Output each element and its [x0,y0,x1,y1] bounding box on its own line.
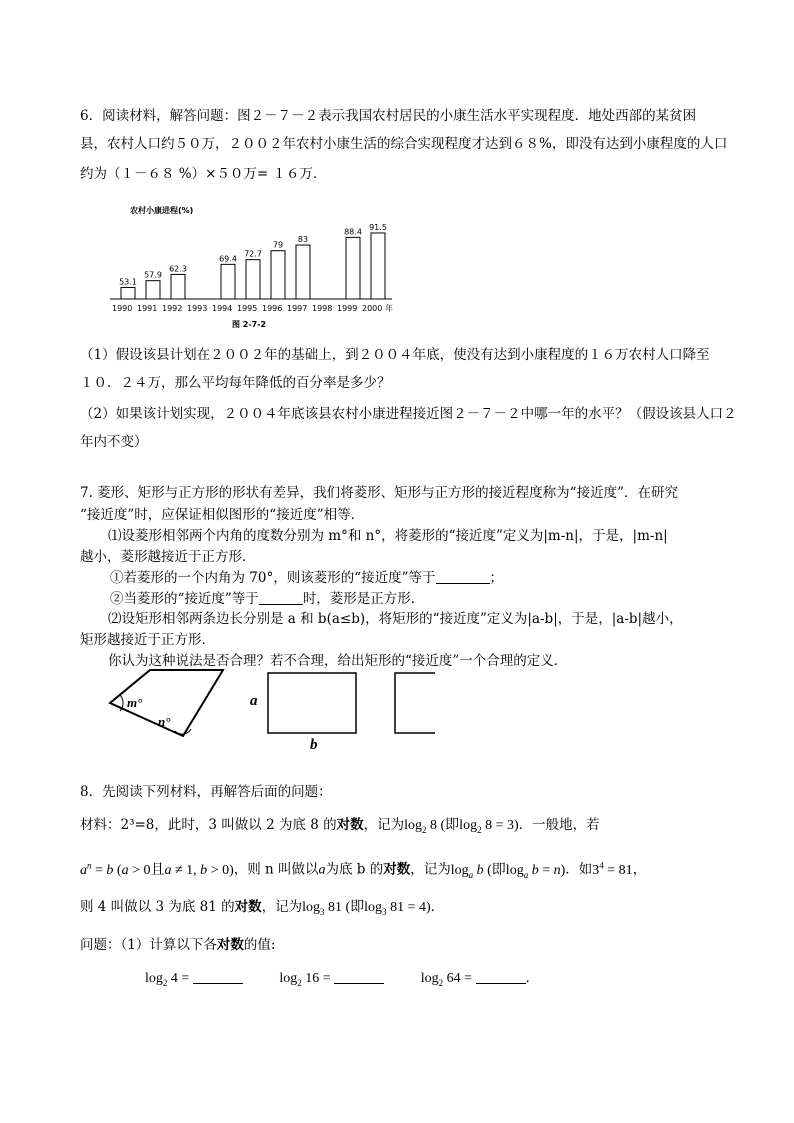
q7-q2 [110,589,424,609]
chart-caption: 图 2-7-2 [232,320,267,329]
q7-p2a: ⑵设矩形相邻两条边长分别是 a 和 b(a≤b)，将矩形的“接近度”定义为|a-b|，于是，|a-b|越小， [108,611,683,627]
rectangle [268,673,356,733]
q8-example-text: 则 4 叫做以 3 为底 81 的 [80,899,235,915]
q7-figures [105,665,435,755]
q7-q1-text: ①若菱形的一个内角为 70°，则该菱形的“接近度”等于 [110,570,436,586]
q8-exercises [145,968,539,993]
q8-material-text: 材料：2³=8，此时，3 叫做以 2 为底 8 的 [80,817,337,833]
data-label: 72.7 [244,249,262,259]
answer-blank-3[interactable] [476,969,526,984]
tick-label: 1996 [262,304,283,313]
q7-blank-1[interactable] [436,569,490,584]
label-b: b [310,737,318,753]
answer-blank-1[interactable] [193,969,243,984]
tick-label: 2000 [362,304,383,313]
label-m: m° [127,695,143,710]
q7-q2-end: 时，菱形是正方形． [302,591,425,607]
q8-example-post: ，记为 [261,899,303,915]
q8-question-text: 问题：（1）计算以下各 [80,937,217,953]
q8-material-end: ．一般地，若 [518,817,600,833]
q7-p2b: 矩形越接近于正方形． [80,632,215,648]
q8-example-end: ． [430,899,445,915]
data-label: 79 [272,240,284,250]
exercise-log2-64: $\log_2 64$ = [420,971,476,988]
bar [121,287,135,299]
q7-line1: 7. 菱形、矩形与正方形的形状有差异，我们将菱形、矩形与正方形的接近程度称为“接近度”．在研究 [80,485,678,501]
tick-label: 1991 [137,304,158,313]
bar [271,251,285,299]
q8-general [80,855,646,884]
q8-general-end: ， [632,861,647,878]
q8-line1: 8．先阅读下列材料，再解答后面的问题： [80,784,332,800]
bar [171,274,185,299]
q6-sub1a: （1）假设该县计划在２００２年的基础上，到２００４年底，使没有达到小康程度的１６万农村人口降至 [80,347,710,363]
q7-q1 [110,568,503,588]
q8-general-a: a [318,862,326,878]
tick-label: 1992 [162,304,183,313]
q6-sub1b: １０．２４万，那么平均每年降低的百分率是多少？ [80,375,391,391]
q6-sub2a: （2）如果该计划实现，２００４年底该县农村小康进程接近图２－７－２中哪一年的水平？（假设该县人口２ [80,406,737,422]
tick-label: 1993 [187,304,208,313]
q8-example-bold: 对数 [234,899,262,915]
label-a: a [250,693,258,709]
q6-sub2b: 年内不变） [80,434,148,450]
q6-line2: 县，农村人口约５０万，２００２年农村小康生活的综合实现程度才达到６８%，即没有达到小康程度的人口 [80,136,728,152]
tick-label: 1997 [287,304,308,313]
q7-p1a: ⑴设菱形相邻两个内角的度数分别为 m°和 n°，将菱形的“接近度”定义为|m-n|，于是，|m-n| [108,528,668,544]
formula-log3-81: $\log_3 81$ (即$\log_3 81 = 4$) [302,900,431,917]
data-label: 57.9 [144,270,162,280]
q8-general-post: ，记为 [410,861,451,878]
q8-general-ex: ．如 [565,861,593,878]
q8-general-text: ，则 n 叫做以 [233,861,319,878]
q7-line2: “接近度”时，应保证相似图形的“接近度”相等． [80,507,365,523]
label-n: n° [158,714,171,729]
q8-exercise-end: ． [525,970,540,986]
q8-question [80,935,275,955]
bar [371,233,385,299]
tick-label: 1999 [337,304,358,313]
x-axis-suffix: 年 [385,304,393,313]
chart-title: 农村小康进程(%) [130,206,194,215]
data-label: 88.4 [344,227,362,237]
data-label: 53.1 [119,277,137,287]
q8-general-mid: 为底 b 的 [325,861,384,878]
exercise-log2-4: $\log_2 4$ = [145,971,193,988]
bar [296,245,310,299]
q8-material-mid: ，记为 [363,817,405,833]
q7-p1b: 越小，菱形越接近于正方形． [80,549,256,565]
bar [246,260,260,299]
q8-question-post: 的值: [243,937,276,953]
q6-line3: 约为（１－６８ %）×５０万= １６万． [80,166,327,182]
formula-loga-b: $\log_a b$ (即$\log_a b = n$) [450,862,566,880]
tick-label: 1994 [212,304,233,313]
q8-material [80,815,600,840]
bar [346,237,360,299]
angle-n-arc [175,729,191,734]
q8-general-bold: 对数 [383,861,411,878]
exercise-log2-16: $\log_2 16$ = [279,971,335,988]
q8-question-bold: 对数 [216,937,244,953]
tick-label: 1998 [312,304,333,313]
tick-label: 1995 [237,304,258,313]
data-label: 62.3 [169,264,187,274]
q8-material-bold: 对数 [336,817,364,833]
data-label: 83 [297,235,309,245]
q7-q2-text: ②当菱形的“接近度”等于 [110,591,259,607]
data-label: 69.4 [219,254,237,264]
formula-log2-8: $\log_2 8$ (即$\log_2 8 = 3$) [404,818,519,835]
formula-3-4: $3^4 = 81$ [592,860,633,878]
bar [146,281,160,299]
bar-chart [110,195,410,330]
formula-def: $a^n = b$ (a > 0且a ≠ 1, b > 0) [80,860,234,878]
data-label: 91.5 [369,222,387,232]
q6-line1: 6．阅读材料，解答问题：图２－７－２表示我国农村居民的小康生活水平实现程度．地处西部的某贫困 [80,108,697,124]
q7-q1-end: ； [489,570,504,586]
q7-blank-2[interactable] [259,590,303,605]
square [395,673,435,733]
q8-example [80,897,444,922]
q7-ask: 你认为这种说法是否合理？若不合理，给出矩形的“接近度”一个合理的定义． [108,653,568,669]
tick-label: 1990 [112,304,133,313]
answer-blank-2[interactable] [334,969,384,984]
bar [221,264,235,299]
